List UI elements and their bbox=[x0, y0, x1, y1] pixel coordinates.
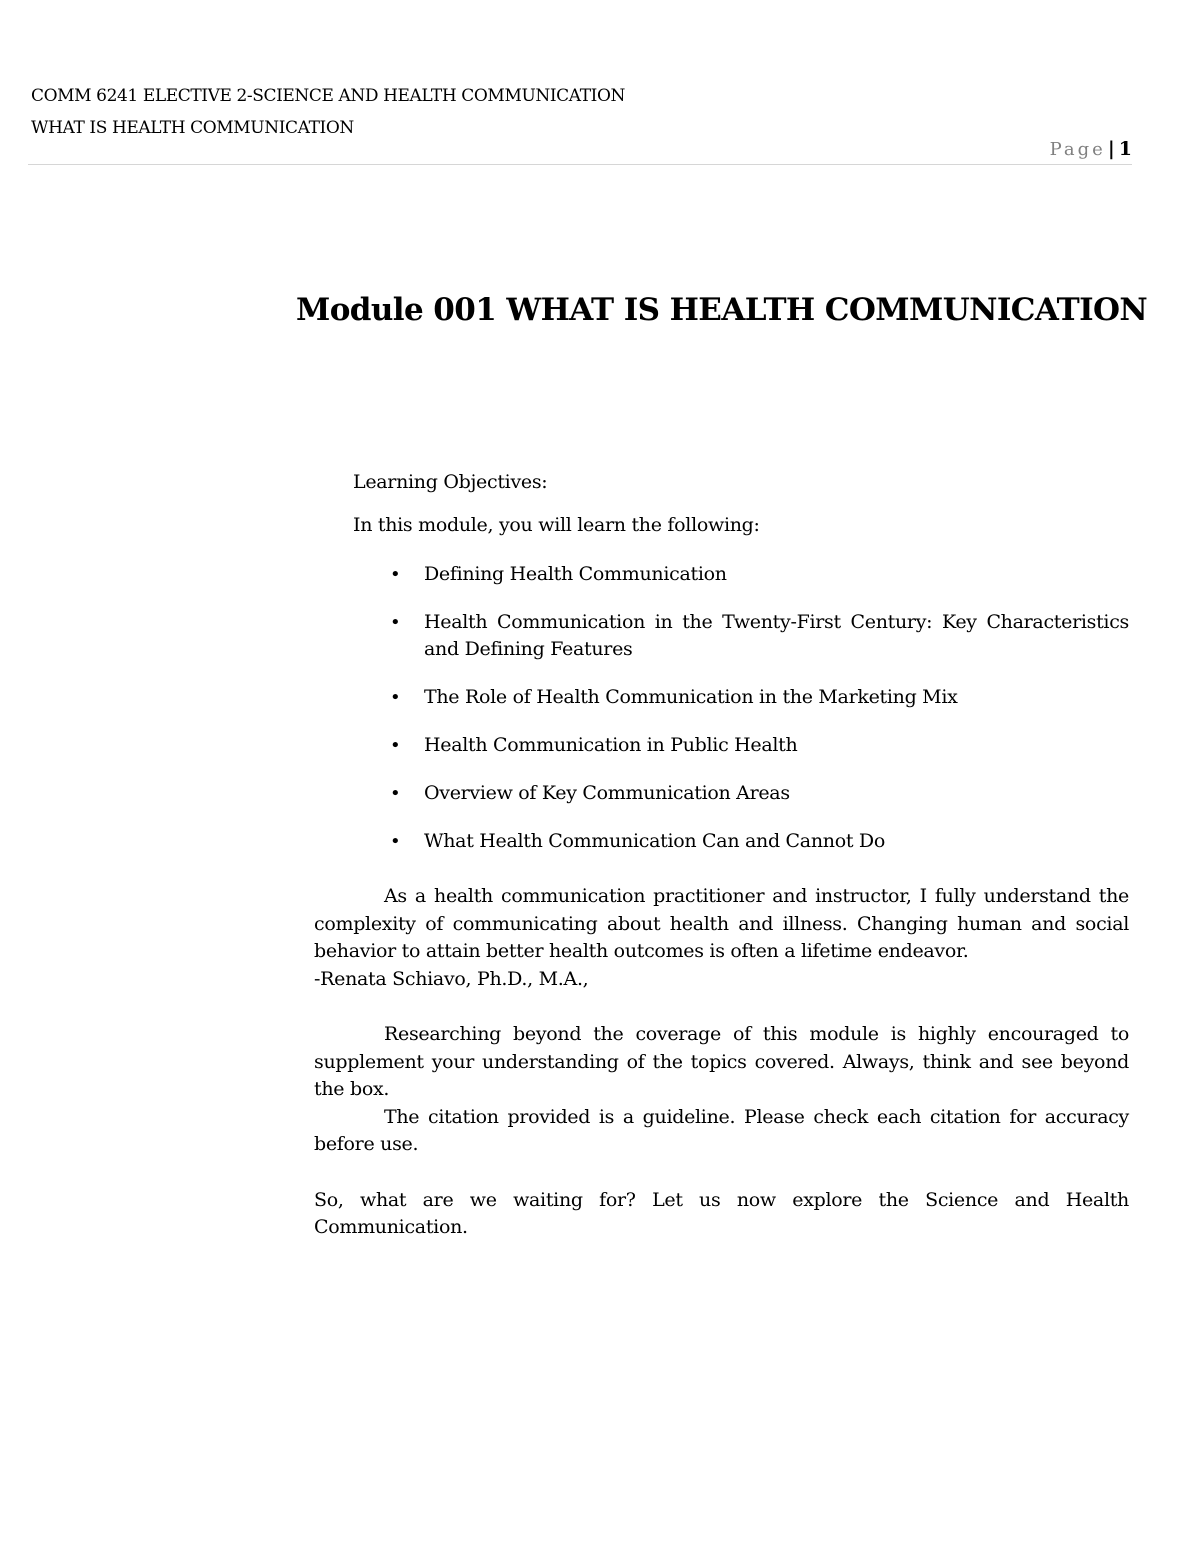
page-header bbox=[31, 80, 1132, 144]
page-number-label bbox=[1050, 138, 1132, 160]
page-separator: | bbox=[1107, 138, 1115, 160]
module-content bbox=[314, 465, 1129, 1242]
learning-objectives-label: Learning Objectives: bbox=[353, 471, 548, 493]
header-divider bbox=[28, 164, 1132, 165]
objective-text: Overview of Key Communication Areas bbox=[424, 782, 790, 804]
research-paragraph: Researching beyond the coverage of this module is highly encouraged to supplement your understanding of the topics covered. Always, think and see beyond the box. bbox=[314, 1023, 1129, 1100]
quote-paragraph: As a health communication practitioner and instructor, I fully understand the complexity of communicating about health and illness. Changing human and social behavior to attain better health outcomes is often a lifetime endeavor. bbox=[314, 885, 1129, 962]
objective-text: Defining Health Communication bbox=[424, 563, 727, 585]
objective-item bbox=[314, 828, 1129, 855]
objective-item bbox=[314, 561, 1129, 588]
bullet-icon: • bbox=[390, 687, 401, 708]
bullet-icon: • bbox=[390, 564, 401, 585]
objective-text: Health Communication in the Twenty-First Century: Key Characteristics and Defining Features bbox=[424, 611, 1129, 660]
course-title: COMM 6241 ELECTIVE 2-SCIENCE AND HEALTH COMMUNICATION bbox=[31, 86, 625, 106]
page-word: Page bbox=[1049, 139, 1106, 160]
bullet-icon: • bbox=[390, 735, 401, 756]
objective-item bbox=[314, 609, 1129, 663]
learning-objectives-intro: In this module, you will learn the following: bbox=[353, 514, 760, 536]
objective-text: The Role of Health Communication in the Marketing Mix bbox=[424, 686, 958, 708]
bullet-icon: • bbox=[390, 612, 401, 633]
quote-attribution: -Renata Schiavo, Ph.D., M.A., bbox=[314, 967, 589, 990]
objective-item bbox=[314, 780, 1129, 807]
objective-item bbox=[314, 684, 1129, 711]
objectives-list bbox=[314, 561, 1129, 855]
closing-paragraph: So, what are we waiting for? Let us now explore the Science and Health Communication. bbox=[314, 1188, 1129, 1238]
objective-text: What Health Communication Can and Cannot Do bbox=[424, 830, 885, 852]
objective-item bbox=[314, 732, 1129, 759]
page-number: 1 bbox=[1118, 138, 1132, 160]
bullet-icon: • bbox=[390, 783, 401, 804]
topic-title: WHAT IS HEALTH COMMUNICATION bbox=[31, 118, 354, 138]
objective-text: Health Communication in Public Health bbox=[424, 734, 798, 756]
citation-paragraph: The citation provided is a guideline. Please check each citation for accuracy before use. bbox=[314, 1105, 1129, 1155]
module-title: Module 001 WHAT IS HEALTH COMMUNICATION bbox=[296, 292, 1148, 328]
bullet-icon: • bbox=[390, 831, 401, 852]
